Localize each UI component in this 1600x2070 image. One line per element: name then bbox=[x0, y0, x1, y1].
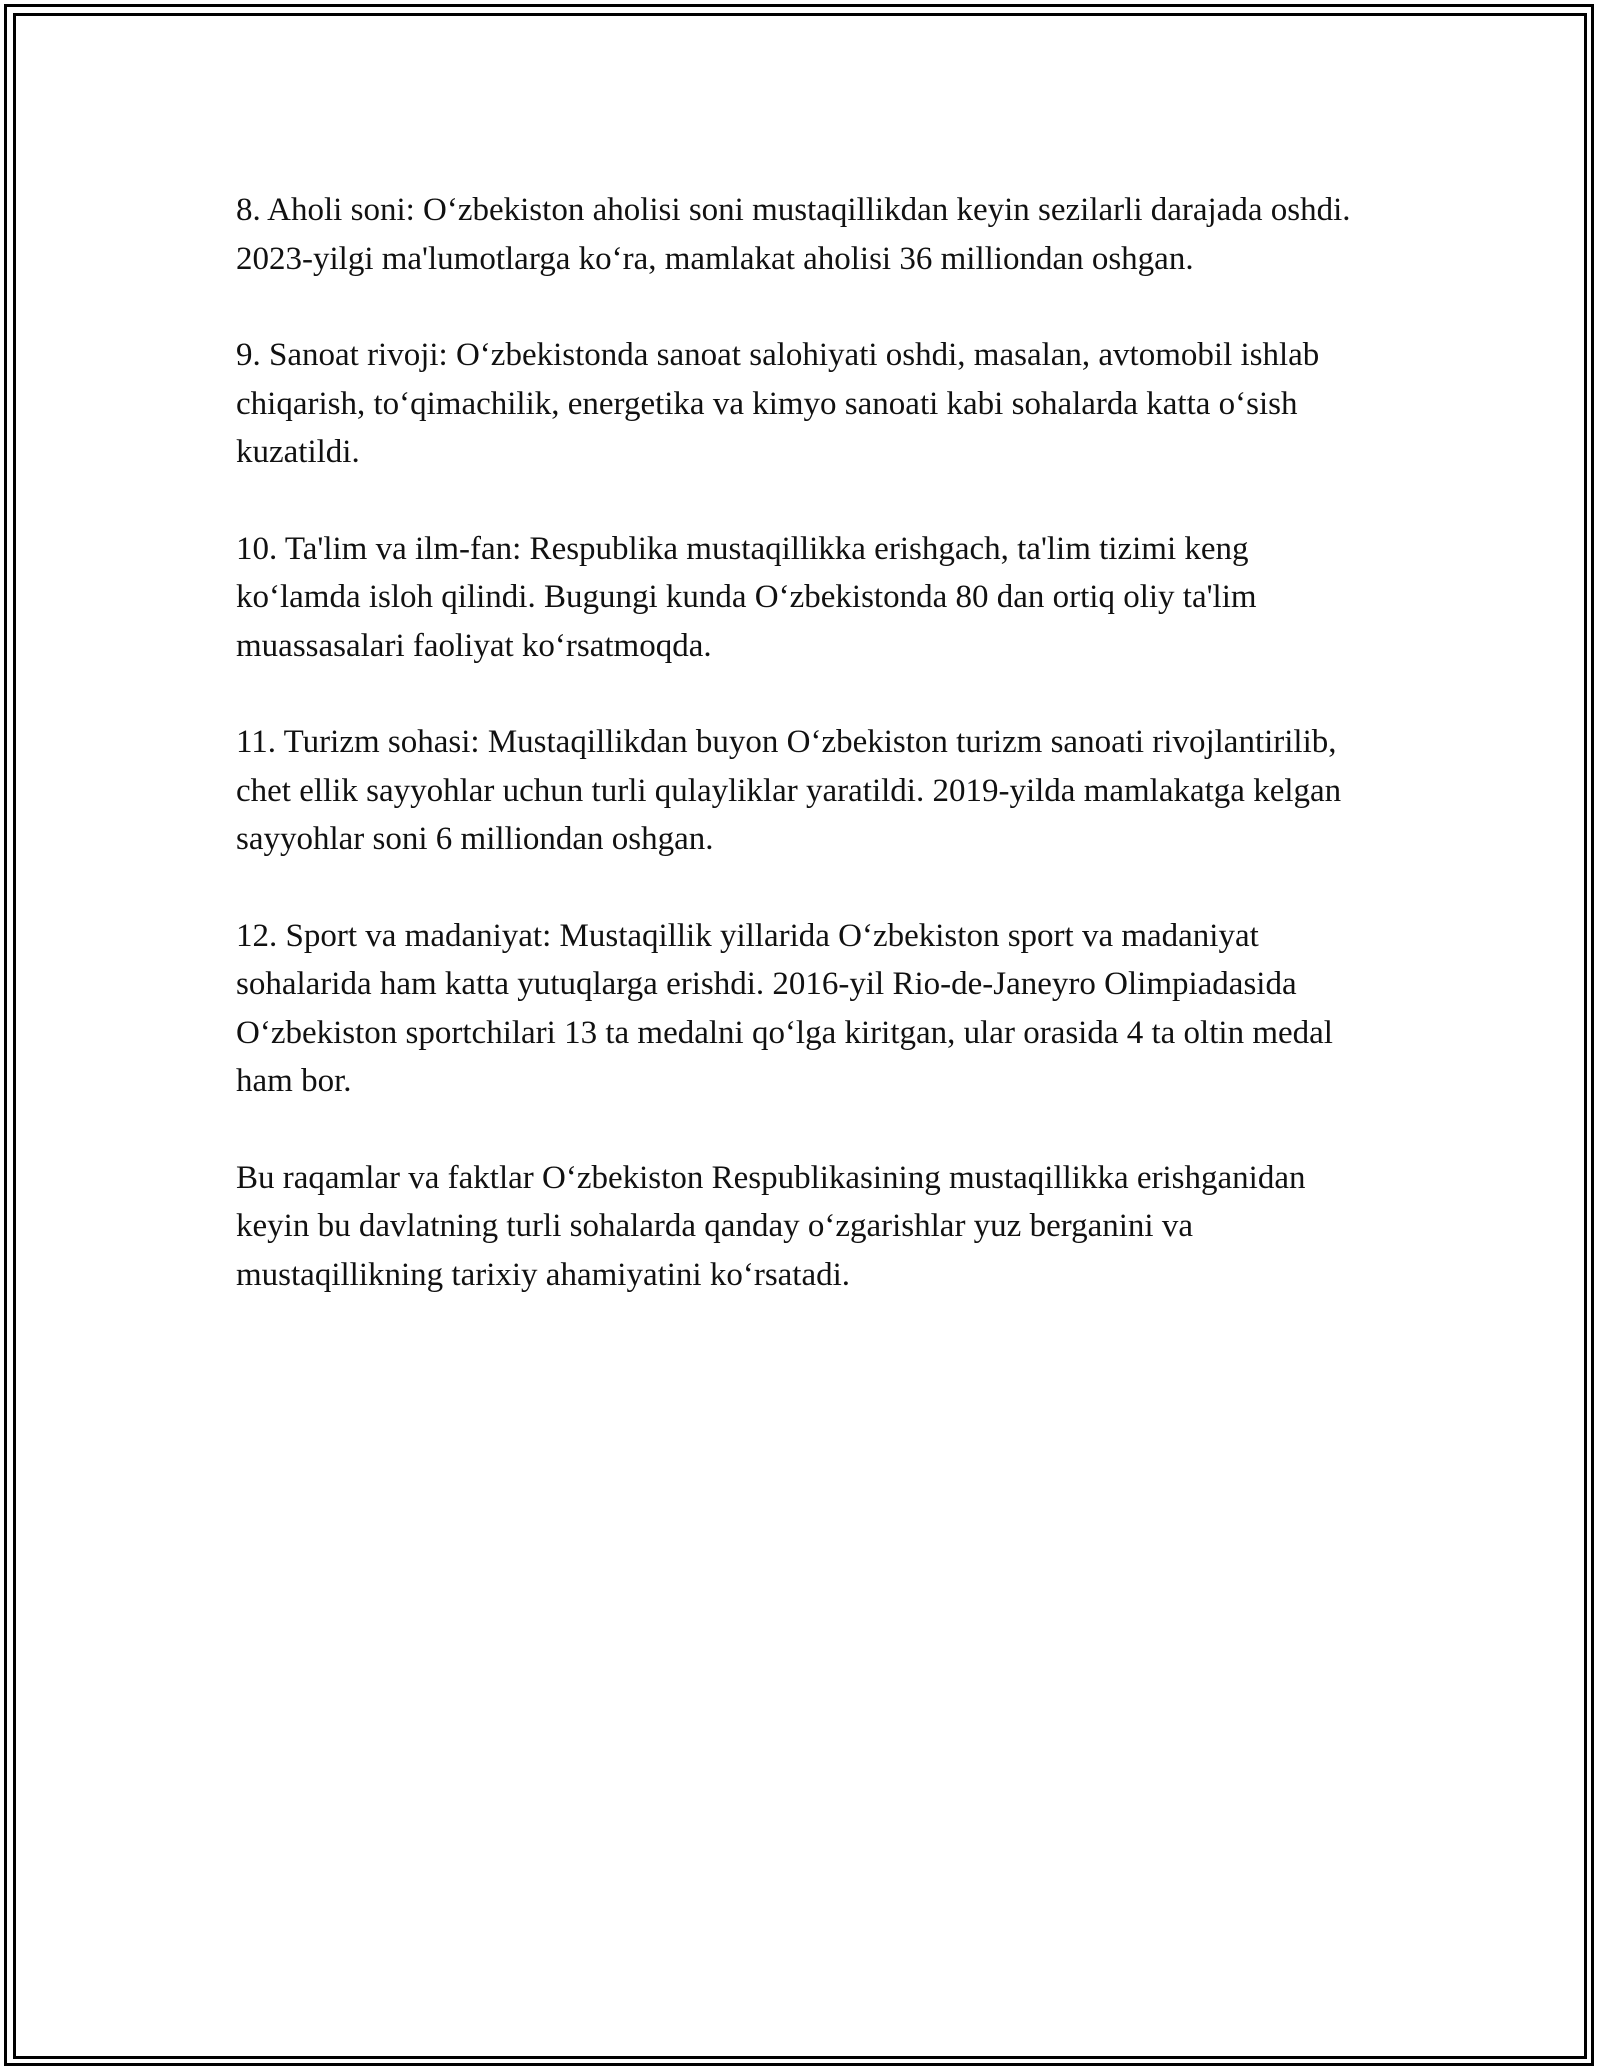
paragraph-tourism: 11. Turizm sohasi: Mustaqillikdan buyon O‘zbekiston turizm sanoati rivojlantirilib, chet ellik sayyohlar uchun turli qulayliklar yaratildi. 2019-yilda mamlakatga kelgan sayyohlar soni 6 milliondan oshgan. bbox=[236, 724, 1342, 857]
paragraph-education: 10. Ta'lim va ilm-fan: Respublika mustaqillikka erishgach, ta'lim tizimi keng ko‘lamda isloh qilindi. Bugungi kunda O‘zbekistonda 80 dan ortiq oliy ta'lim muassasalari faoliyat ko‘rsatmoqda. bbox=[236, 530, 1257, 664]
paragraph-conclusion: Bu raqamlar va faktlar O‘zbekiston Respublikasining mustaqillikka erishganidan keyin bu davlatning turli sohalarda qanday o‘zgarishlar yuz berganini va mustaqillikning tarixiy ahamiyatini ko‘rsatadi. bbox=[236, 1159, 1306, 1293]
document-body bbox=[236, 186, 1376, 1299]
paragraph-population: 8. Aholi soni: O‘zbekiston aholisi soni mustaqillikdan keyin sezilarli darajada oshdi. 2023-yilgi ma'lumotlarga ko‘ra, mamlakat aholisi 36 milliondan oshgan. bbox=[236, 192, 1351, 277]
paragraph-industry: 9. Sanoat rivoji: O‘zbekistonda sanoat salohiyati oshdi, masalan, avtomobil ishlab chiqarish, to‘qimachilik, energetika va kimyo sanoati kabi sohalarda katta o‘sish kuzatildi. bbox=[236, 337, 1320, 470]
paragraph-sport-culture: 12. Sport va madaniyat: Mustaqillik yillarida O‘zbekiston sport va madaniyat sohalarida ham katta yutuqlarga erishdi. 2016-yil Rio-de-Janeyro Olimpiadasida O‘zbekiston sportchilari 13 ta medalni qo‘lga kiritgan, ular orasida 4 ta oltin medal ham bor. bbox=[236, 917, 1333, 1099]
